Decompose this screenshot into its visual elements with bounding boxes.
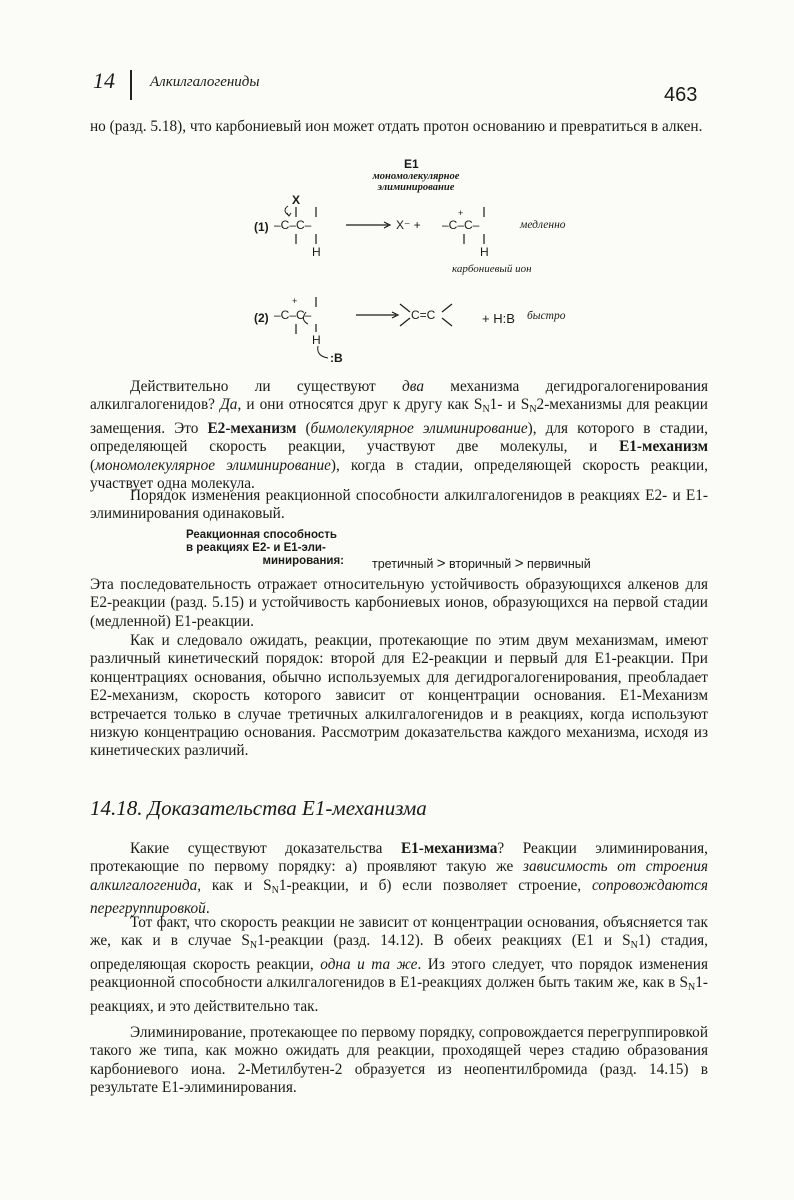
paragraph-kinetics xyxy=(90,632,708,761)
section-title: 14.18. Доказательства E1-механизма xyxy=(90,796,427,820)
svg-text:–C–C–: –C–C– xyxy=(442,218,480,232)
p1-t8: ( xyxy=(90,456,96,474)
reactivity-gt-1: > xyxy=(436,555,446,572)
p5-i1: зависимость от строения алкилгалогенида xyxy=(90,858,708,894)
scheme-step2-speed: быстро xyxy=(527,310,566,322)
p5-i2: сопровождаются перегруппировкой xyxy=(90,876,708,918)
p1-b1: E2-механизм xyxy=(207,419,297,437)
p5-t3: , как и S xyxy=(197,876,272,894)
p1-t7: ), для которого в стадии, определяющей скорость реакции, участвуют две молекулы, и xyxy=(90,419,708,456)
step1-substrate xyxy=(274,193,321,259)
step1-carbocation xyxy=(442,207,489,259)
reactivity-gt-2: > xyxy=(514,555,524,572)
p3-text: Эта последовательность отражает относительную устойчивость образующихся алкенов для E2-реакции (разд. 5.15) и устойчивость карбониевых ионов, образующихся на первой стадии (медленной) E1-реакции. xyxy=(90,576,708,630)
p6-t1: Тот факт, что скорость реакции не зависит от концентрации основания, объясняется так же, как и в случае S xyxy=(90,914,708,950)
p1-t3: , и они относятся друг к другу как S xyxy=(237,396,483,414)
p4-text: Как и следовало ожидать, реакции, протекающие по этим двум механизмам, имеют различный кинетический порядок: второй для E2-реакции и первый для E1-реакции. При концентрациях основания, обычно используемых для дегидрогалогенирования, преобладает E2-механизм, скорость которого зависит от концентрации основания. E1-Механизм встречается только в случае третичных алкилгалогенидов и в реакциях, когда используют низкую концентрацию основания. Рассмотрим доказательства каждого механизма, исходя из кинетических различий. xyxy=(90,632,708,760)
p6-s1: N xyxy=(249,940,258,952)
paragraph-stability xyxy=(90,576,708,631)
scheme-step1-label: (1) xyxy=(254,220,269,234)
paragraph-rate-independence xyxy=(90,914,708,1016)
step2-alkene xyxy=(400,304,452,326)
scheme-mechanism-caption: мономолекулярное элиминирование xyxy=(372,171,460,193)
p1-t5: 2-механизмы для реакции замещения. Это xyxy=(90,396,708,437)
reactivity-primary: первичный xyxy=(527,557,591,571)
svg-text:H: H xyxy=(312,333,321,347)
p5-b1: E1-механизма xyxy=(400,840,498,857)
p2-text: Порядок изменения реакционной способности алкилгалогенидов в реакциях E2- и E1-элиминирования одинаковый. xyxy=(90,487,708,523)
p1-i2: Да xyxy=(220,396,238,414)
reactivity-label xyxy=(186,529,366,568)
p6-i1: одна и та же xyxy=(320,955,418,973)
paragraph-evidence xyxy=(90,840,708,919)
intro-paragraph xyxy=(90,118,708,136)
reactivity-label-line1: Реакционная способность xyxy=(186,529,337,541)
svg-text::B: :B xyxy=(330,351,343,364)
p1-t2: механизма дегидрогалогенирования алкилгалогенидов? xyxy=(90,378,708,414)
header-divider xyxy=(130,70,132,100)
reactivity-label-line3: минирования: xyxy=(262,555,344,567)
reaction-scheme-drawing xyxy=(270,192,530,364)
p1-t4: 1- и S xyxy=(489,396,530,414)
p6-s2: N xyxy=(630,940,638,952)
svg-text:C=C: C=C xyxy=(411,308,436,322)
scheme-step2-label: (2) xyxy=(254,311,269,325)
chapter-title: Алкилгалогениды xyxy=(150,74,260,90)
page-number: 463 xyxy=(664,84,698,106)
scheme-step2-byproduct: + H:B xyxy=(482,311,515,326)
p1-s2: N xyxy=(529,404,537,416)
scheme-carbocation-caption: карбониевый ион xyxy=(452,263,532,275)
p5-t2: ? Реакции элиминирования, протекающие по первому порядку: а) проявляют такую же xyxy=(90,840,708,876)
p5-t4: 1-реакции, и б) если позволяет строение, xyxy=(278,876,592,894)
reactivity-order xyxy=(372,555,591,572)
p5-t1: Какие существуют доказательства xyxy=(130,840,401,857)
intro-text: но (разд. 5.18), что карбониевый ион может отдать протон основанию и превратиться в алкен. xyxy=(90,118,703,135)
p1-b2: E1-механизм xyxy=(619,438,708,456)
p1-t1: Действительно ли существуют xyxy=(130,378,403,395)
p1-t6: ( xyxy=(296,419,311,437)
svg-text:H: H xyxy=(480,245,489,259)
p7-text: Элиминирование, протекающее по первому порядку, сопровождается перегруппировкой такого же типа, как можно ожидать для реакции, проходящей через стадию образования карбониевого иона. 2-Метилбутен-2 образуется из неопентилбромида (разд. 14.15) в результате E1-элиминирования. xyxy=(90,1024,708,1097)
scheme-mechanism-label: E1 xyxy=(404,157,419,171)
p1-i1: два xyxy=(402,378,424,395)
reactivity-tertiary: третичный xyxy=(372,557,434,571)
scheme-step1-speed: медленно xyxy=(520,219,566,231)
p1-i3: бимолекулярное элиминирование xyxy=(310,419,528,437)
p5-s1: N xyxy=(271,884,279,896)
svg-text:–C–C–: –C–C– xyxy=(274,308,312,322)
paragraph-rearrangement xyxy=(90,1024,708,1098)
p1-t9: ), когда в стадии, определяющей скорость реакции, участвует одна молекула. xyxy=(90,456,708,493)
p6-s3: N xyxy=(688,982,696,994)
svg-text:X: X xyxy=(292,193,301,207)
reactivity-secondary: вторичный xyxy=(449,557,512,571)
paragraph-mechanisms xyxy=(90,378,708,493)
p5-t5: . xyxy=(205,900,210,918)
chapter-number: 14 xyxy=(93,68,115,93)
svg-text:H: H xyxy=(312,245,321,259)
paragraph-reactivity-order xyxy=(90,487,708,524)
svg-text:+: + xyxy=(292,296,298,306)
p6-t5: 1-реакциях, и это действительно так. xyxy=(90,974,708,1015)
svg-text:+: + xyxy=(458,208,464,218)
svg-text:–C–C–: –C–C– xyxy=(274,218,312,232)
p6-t3: 1) стадия, определяющая скорость реакции, xyxy=(90,932,708,973)
step1-leaving-group: X⁻ + xyxy=(396,218,421,232)
p6-t4: . Из этого следует, что порядок изменения реакционной способности алкилгалогенидов в E1-реакциях должен быть таким же, как в S xyxy=(90,955,708,992)
p6-t2: 1-реакции (разд. 14.12). В обеих реакциях (E1 и S xyxy=(257,932,631,950)
step2-carbocation xyxy=(274,296,343,364)
p1-s1: N xyxy=(482,404,490,416)
reactivity-label-line2: в реакциях E2- и E1-эли- xyxy=(186,542,326,554)
p1-i4: мономолекулярное элиминирование xyxy=(95,456,331,474)
